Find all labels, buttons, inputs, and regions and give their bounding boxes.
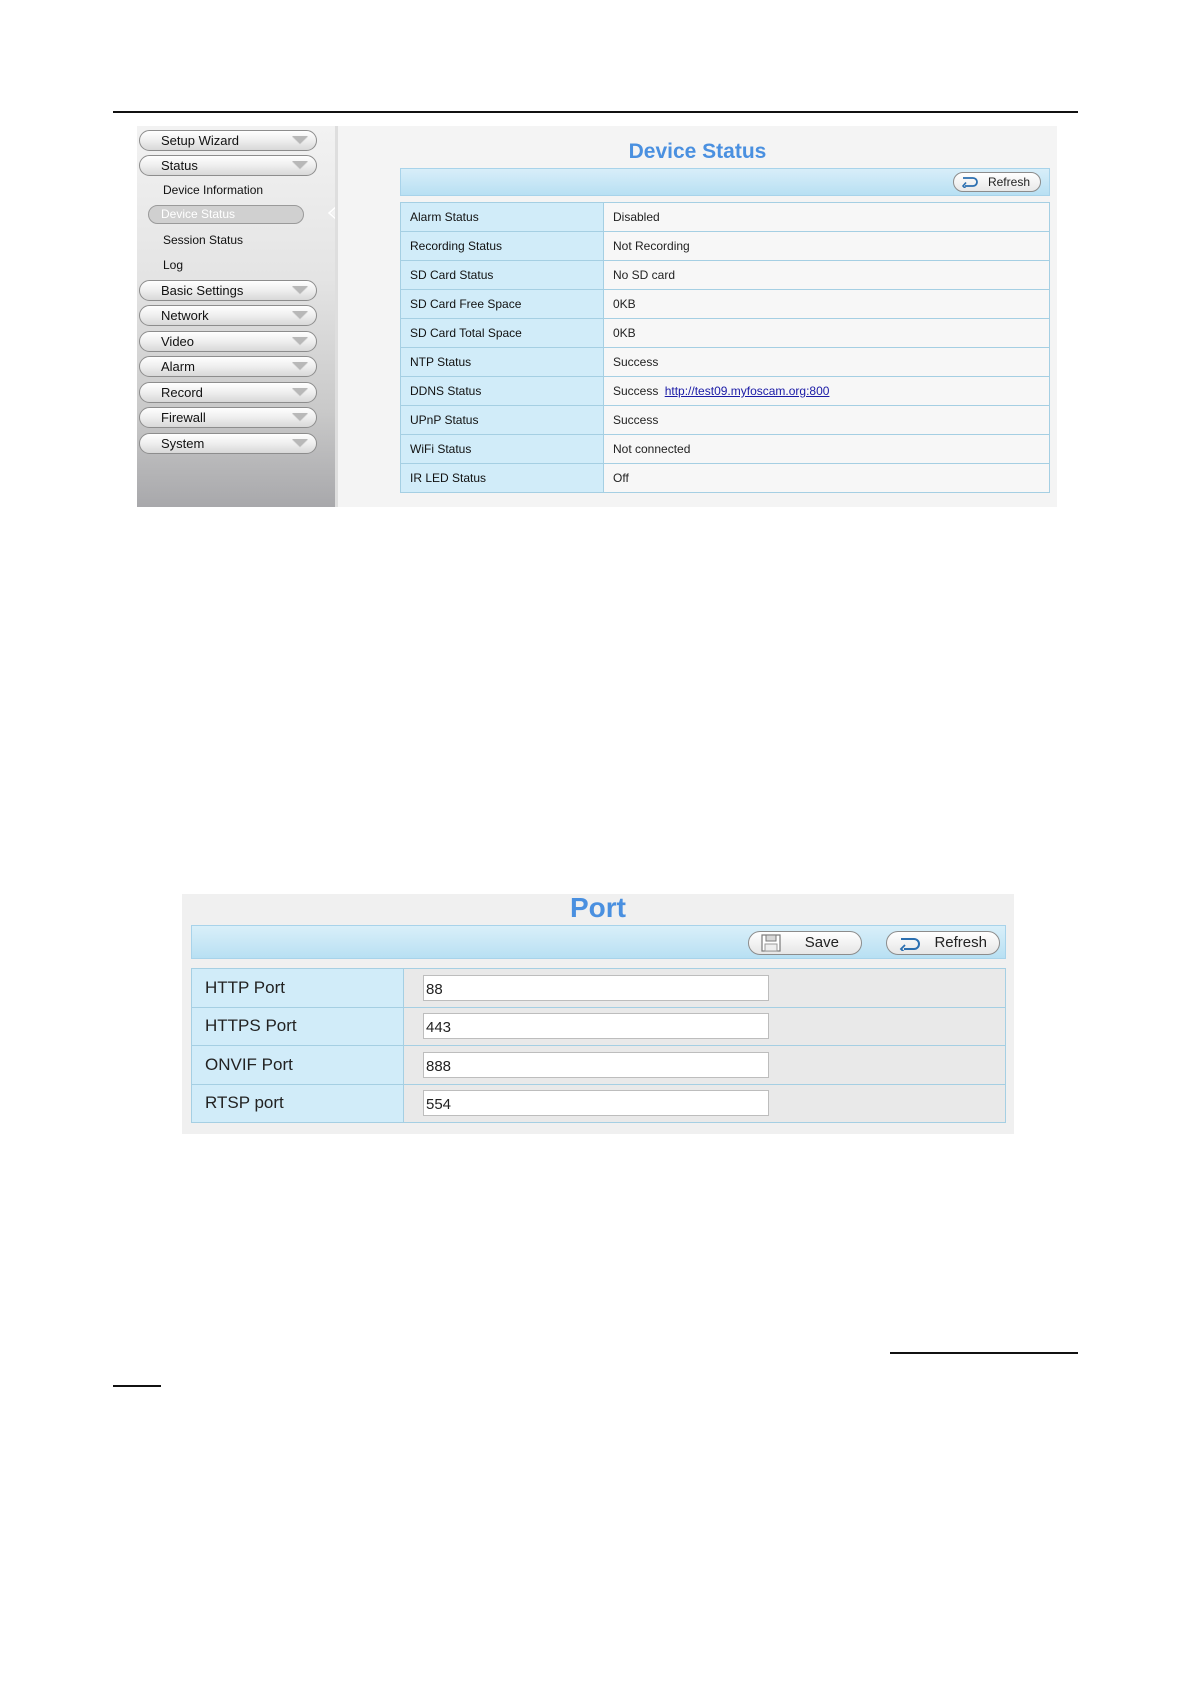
menu-label: System [161,436,205,451]
row-label: SD Card Status [401,261,604,290]
https-port-label: HTTPS Port [192,1007,404,1046]
table-row [401,319,1050,348]
menu-label: Record [161,385,203,400]
chevron-down-icon [292,389,308,397]
save-button[interactable] [748,931,862,955]
row-value-cell [604,377,1050,406]
port-table [191,968,1006,1123]
menu-system[interactable] [139,433,317,454]
page-top-rule [113,111,1078,113]
row-value: Success [613,384,659,398]
menu-label: Network [161,308,209,323]
menu-basic-settings[interactable] [139,280,317,301]
row-value-cell [404,969,1006,1008]
rtsp-port-input[interactable] [423,1090,769,1116]
menu-status[interactable] [139,155,317,176]
row-value: Disabled [604,203,1050,232]
row-value-cell [404,1007,1006,1046]
menu-label: Status [161,158,198,173]
row-label: DDNS Status [401,377,604,406]
chevron-down-icon [292,137,308,145]
chevron-down-icon [292,338,308,346]
row-value: No SD card [604,261,1050,290]
chevron-down-icon [292,440,308,448]
row-value: 0KB [604,319,1050,348]
table-row [401,261,1050,290]
menu-label: Alarm [161,359,195,374]
row-value: Off [604,464,1050,493]
table-row [401,464,1050,493]
refresh-icon [897,937,923,951]
submenu-device-information[interactable]: Device Information [163,183,264,197]
save-label: Save [804,934,839,951]
row-value-cell [404,1046,1006,1085]
refresh-button[interactable] [953,172,1041,192]
table-row [401,348,1050,377]
row-label: WiFi Status [401,435,604,464]
chevron-down-icon [292,162,308,170]
row-label: Recording Status [401,232,604,261]
menu-network[interactable] [139,305,317,326]
row-label: SD Card Total Space [401,319,604,348]
ddns-link[interactable]: http://test09.myfoscam.org:800 [664,384,830,398]
underline-rule [890,1352,1078,1354]
row-value: Success [604,348,1050,377]
row-value-cell [404,1084,1006,1123]
onvif-port-input[interactable] [423,1052,769,1078]
device-status-screenshot [137,126,1057,507]
onvif-port-label: ONVIF Port [192,1046,404,1085]
row-label: Alarm Status [401,203,604,232]
device-status-panel [335,126,1057,507]
page-title: Port [570,894,626,923]
underline-rule [113,1385,161,1387]
menu-video[interactable] [139,331,317,352]
menu-label: Firewall [161,410,206,425]
https-port-input[interactable] [423,1013,769,1039]
table-row [401,377,1050,406]
row-label: UPnP Status [401,406,604,435]
table-row [401,406,1050,435]
row-value: Success [604,406,1050,435]
menu-record[interactable] [139,382,317,403]
submenu-session-status[interactable]: Session Status [163,233,244,247]
row-value: Not connected [604,435,1050,464]
table-row [192,1046,1006,1085]
rtsp-port-label: RTSP port [192,1084,404,1123]
menu-label: Basic Settings [161,283,244,298]
chevron-down-icon [292,363,308,371]
chevron-down-icon [292,312,308,320]
menu-firewall[interactable] [139,407,317,428]
table-row [401,203,1050,232]
device-status-table [400,202,1050,493]
toolbar [191,925,1006,959]
chevron-down-icon [292,414,308,422]
http-port-label: HTTP Port [192,969,404,1008]
toolbar [400,168,1050,196]
refresh-icon [960,176,980,188]
table-row [401,290,1050,319]
table-row [192,1007,1006,1046]
port-screenshot [182,894,1014,1134]
row-label: SD Card Free Space [401,290,604,319]
row-value: 0KB [604,290,1050,319]
chevron-down-icon [292,287,308,295]
floppy-disk-icon [761,934,781,952]
page-title: Device Status [628,140,767,163]
submenu-log[interactable]: Log [163,258,184,272]
refresh-label: Refresh [987,175,1030,189]
row-value: Not Recording [604,232,1050,261]
row-label: NTP Status [401,348,604,377]
refresh-label: Refresh [934,934,987,951]
table-row [192,969,1006,1008]
table-row [401,232,1050,261]
table-row [192,1084,1006,1123]
table-row [401,435,1050,464]
refresh-button[interactable] [886,931,1000,955]
sidebar [137,126,335,507]
submenu-device-status[interactable]: Device Status [148,205,304,224]
menu-alarm[interactable] [139,356,317,377]
menu-label: Setup Wizard [161,133,240,148]
http-port-input[interactable] [423,975,769,1001]
menu-setup-wizard[interactable] [139,130,317,151]
row-label: IR LED Status [401,464,604,493]
menu-label: Video [161,334,195,349]
